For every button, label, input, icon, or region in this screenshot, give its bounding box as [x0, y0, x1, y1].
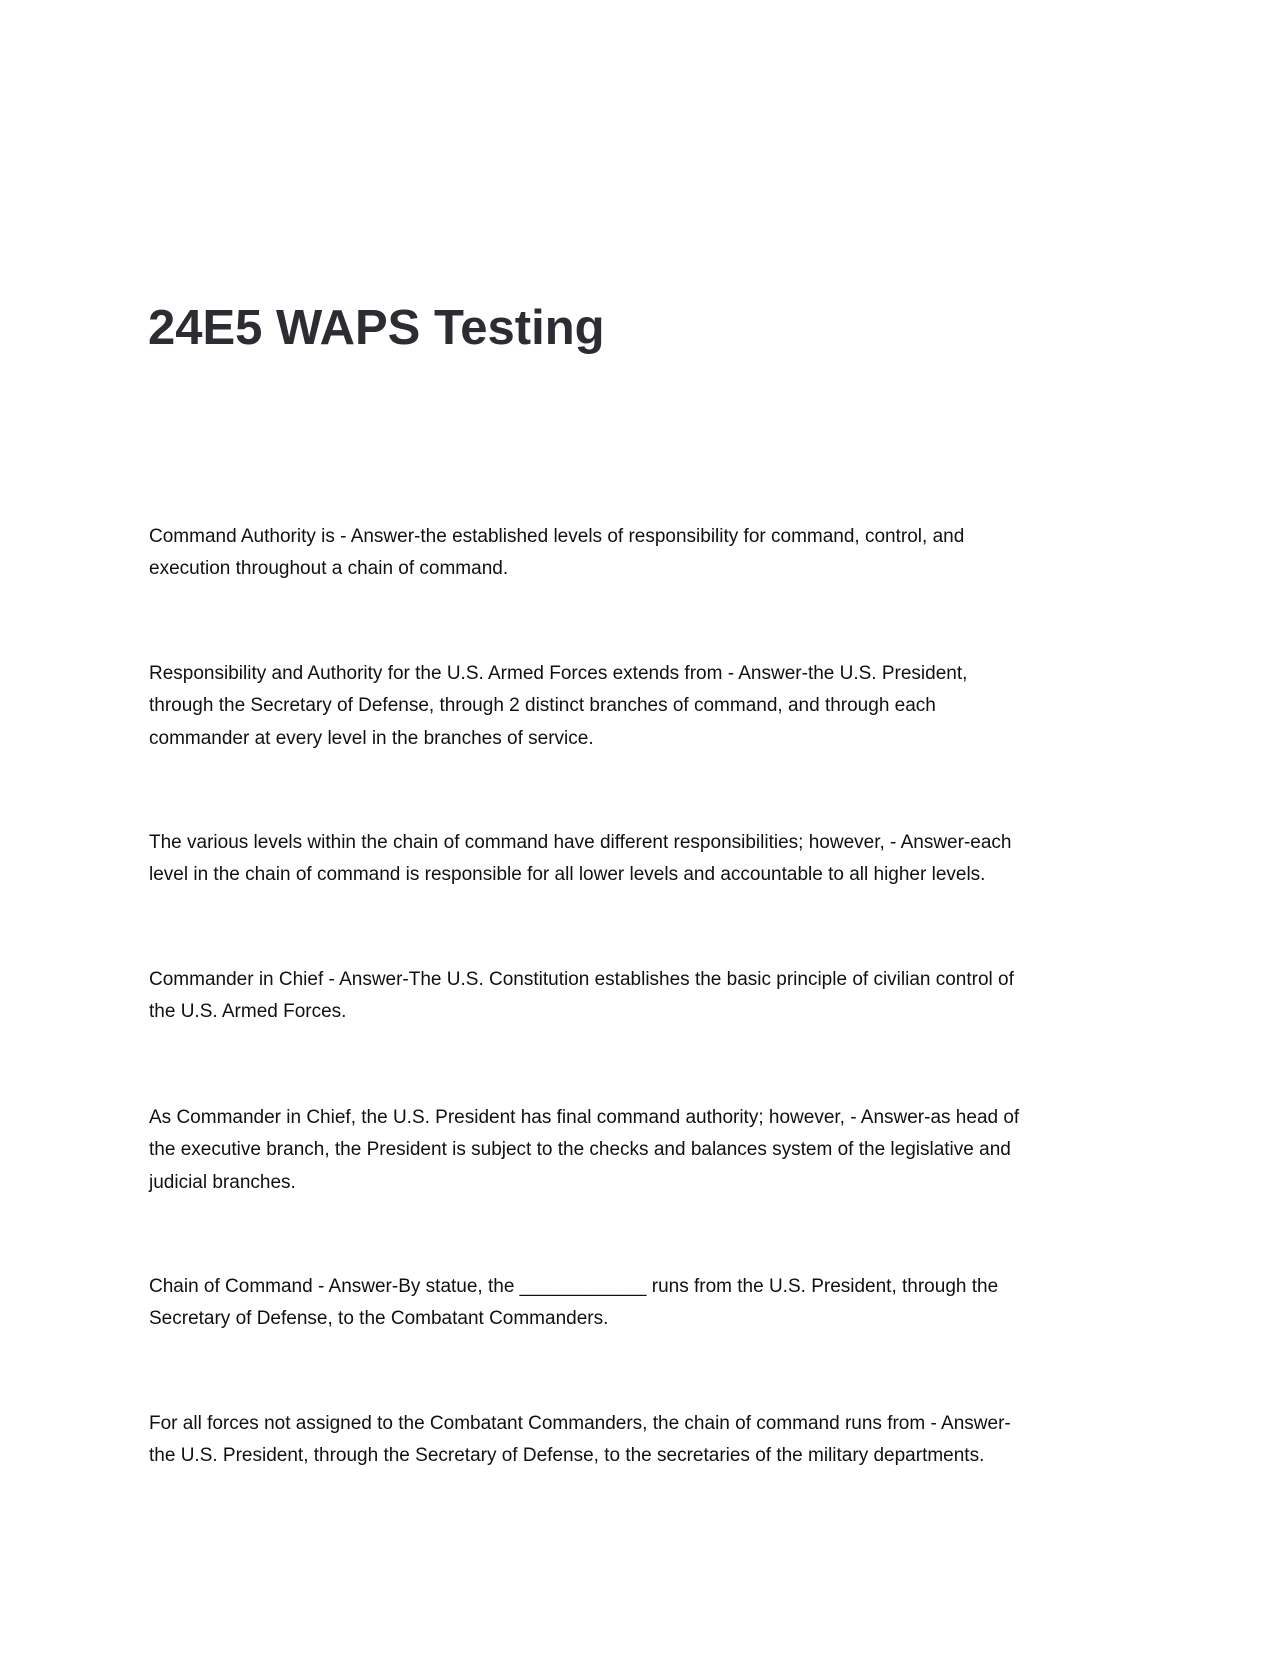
paragraph-line: The various levels within the chain of command have different responsibilities; however, - Answer-each: [149, 832, 1012, 853]
paragraph-line: the U.S. President, through the Secretary of Defense, to the secretaries of the military departments.: [149, 1445, 985, 1467]
paragraph-line: Command Authority is - Answer-the established levels of responsibility for command, control, and: [149, 526, 965, 547]
paragraph-line: level in the chain of command is responsible for all lower levels and accountable to all higher levels.: [149, 864, 986, 886]
paragraph-line: For all forces not assigned to the Combatant Commanders, the chain of command runs from - Answer-: [149, 1413, 1011, 1434]
qa-paragraph: [149, 1408, 1011, 1473]
paragraph-line: execution throughout a chain of command.: [149, 558, 509, 580]
qa-paragraph: [149, 521, 964, 586]
paragraph-line: through the Secretary of Defense, through 2 distinct branches of command, and through each: [149, 695, 936, 717]
document-title: 24E5 WAPS Testing: [148, 301, 605, 355]
qa-paragraph: [149, 1102, 1019, 1199]
paragraph-line: Chain of Command - Answer-By statue, the ____________ runs from the U.S. President, through the: [149, 1276, 999, 1297]
paragraph-line: As Commander in Chief, the U.S. President has final command authority; however, - Answer-as head of: [149, 1107, 1020, 1128]
paragraph-line: the executive branch, the President is subject to the checks and balances system of the legislative and: [149, 1139, 1011, 1161]
qa-paragraph: [149, 1271, 998, 1336]
paragraph-line: the U.S. Armed Forces.: [149, 1001, 347, 1023]
qa-paragraph: [149, 827, 1011, 892]
paragraph-line: commander at every level in the branches of service.: [149, 727, 594, 749]
qa-paragraph: [149, 964, 1014, 1029]
qa-paragraph: [149, 658, 967, 755]
paragraph-line: Commander in Chief - Answer-The U.S. Constitution establishes the basic principle of civilian control of: [149, 969, 1014, 990]
paragraph-line: Responsibility and Authority for the U.S. Armed Forces extends from - Answer-the U.S. President,: [149, 663, 968, 684]
paragraph-line: Secretary of Defense, to the Combatant Commanders.: [149, 1308, 609, 1330]
paragraph-line: judicial branches.: [149, 1171, 296, 1193]
